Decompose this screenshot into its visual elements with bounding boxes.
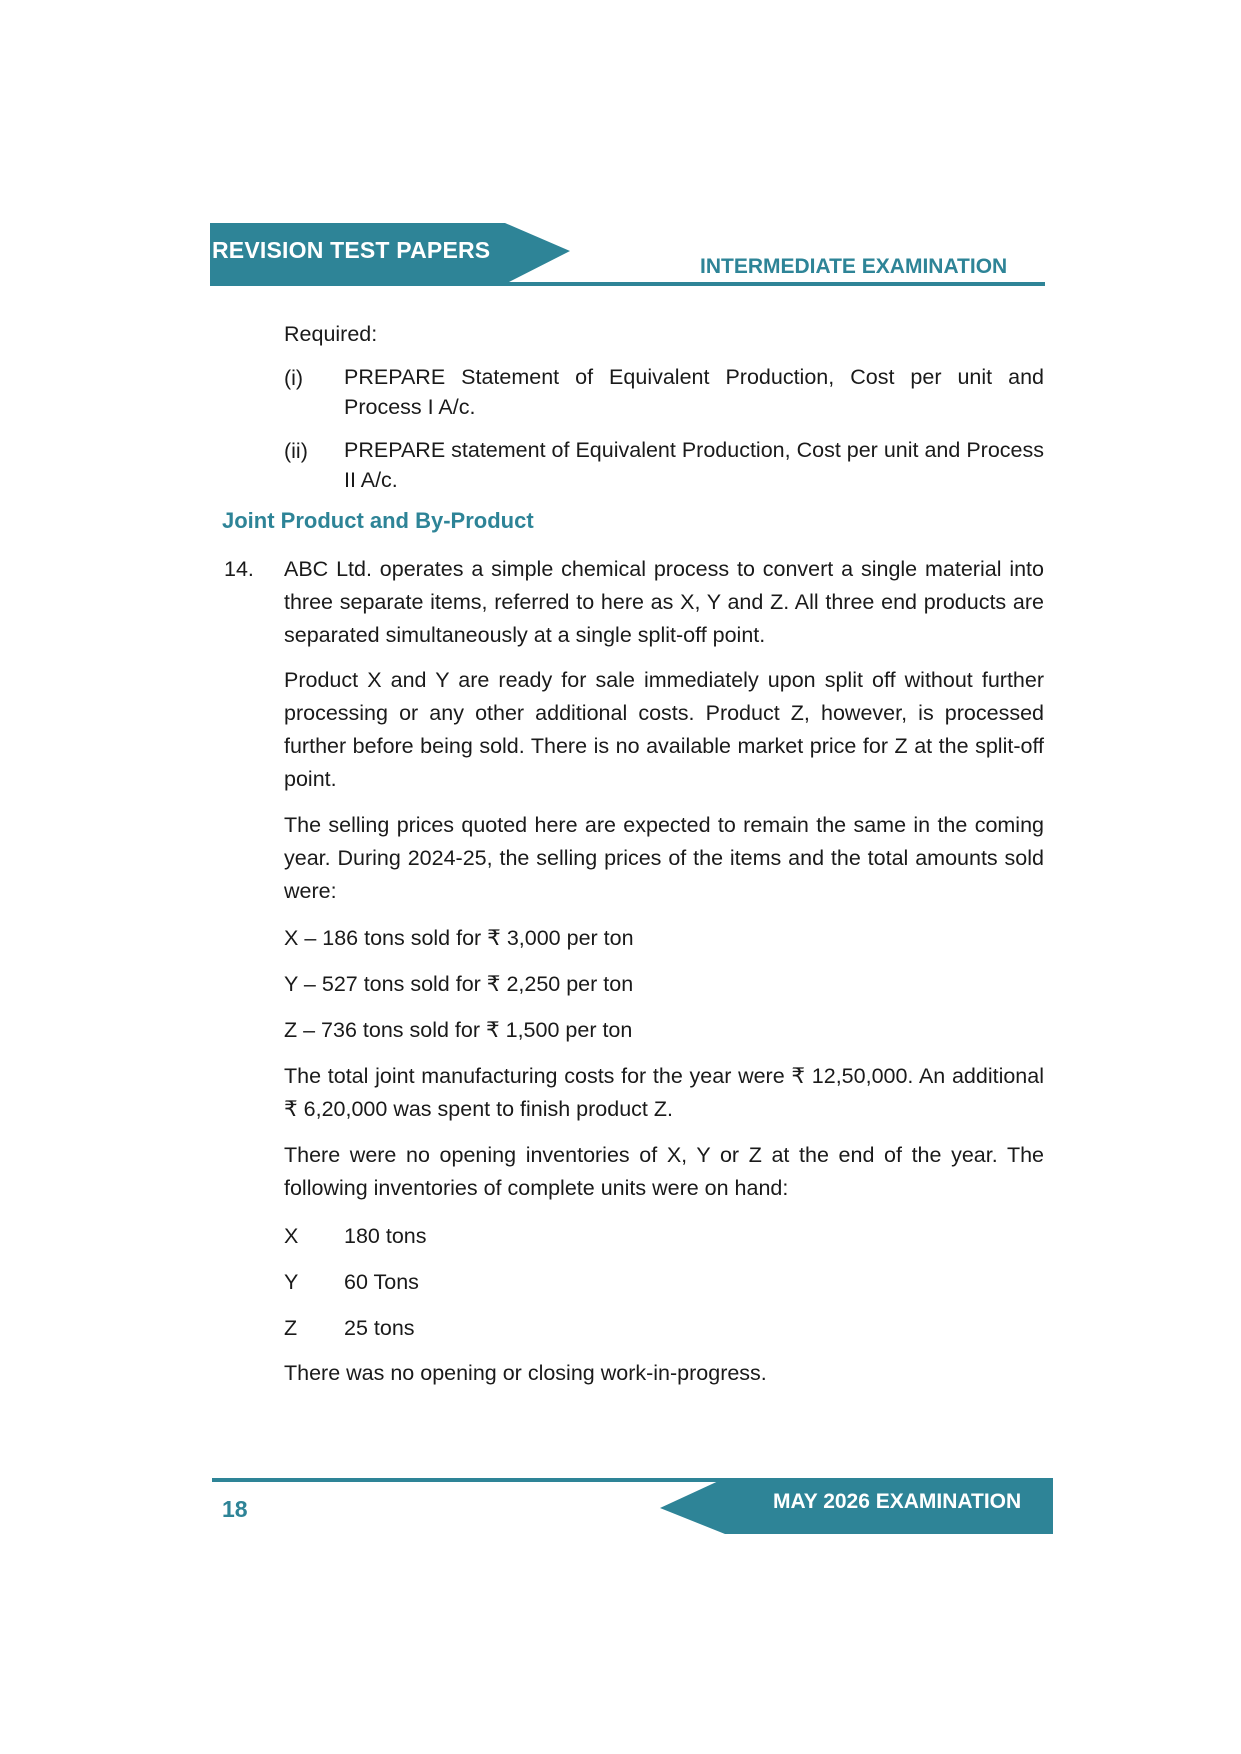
inventory-qty: 25 tons <box>344 1316 415 1340</box>
required-label: Required: <box>284 322 378 346</box>
question-paragraph: ABC Ltd. operates a simple chemical process to convert a single material into three separate items, referred to here as X, Y and Z. All three end products are separated simultaneously at a single split-off point. <box>284 557 1044 647</box>
header-exam-title: INTERMEDIATE EXAMINATION <box>700 255 1008 278</box>
required-item-number: (ii) <box>284 439 308 463</box>
required-item-text: PREPARE statement of Equivalent Production, Cost per unit and Process II A/c. <box>344 438 1044 492</box>
inventory-item: Y <box>284 1270 299 1294</box>
required-item-number: (i) <box>284 366 304 390</box>
inventory-qty: 180 tons <box>344 1224 427 1248</box>
question-paragraph: There were no opening inventories of X, Y or Z at the end of the year. The following inventories of complete units were on hand: <box>284 1143 1044 1200</box>
sales-line: Z – 736 tons sold for ₹ 1,500 per ton <box>284 1018 633 1042</box>
sales-line: X – 186 tons sold for ₹ 3,000 per ton <box>284 926 634 950</box>
header-rule <box>210 282 1045 286</box>
inventory-qty: 60 Tons <box>344 1270 419 1294</box>
question-paragraph: There was no opening or closing work-in-progress. <box>284 1361 767 1385</box>
footer-exam-label: MAY 2026 EXAMINATION <box>773 1490 1022 1513</box>
question-paragraph: The total joint manufacturing costs for the year were ₹ 12,50,000. An additional ₹ 6,20,000 was spent to finish product Z. <box>284 1064 1044 1121</box>
inventory-item: Z <box>284 1316 298 1340</box>
sales-line: Y – 527 tons sold for ₹ 2,250 per ton <box>284 972 634 996</box>
question-paragraph: The selling prices quoted here are expected to remain the same in the coming year. During 2024-25, the selling prices of the items and the total amounts sold were: <box>284 813 1044 903</box>
header-banner-title: REVISION TEST PAPERS <box>212 237 491 263</box>
inventory-item: X <box>284 1224 299 1248</box>
section-heading: Joint Product and By-Product <box>222 508 534 533</box>
question-number: 14. <box>224 557 254 581</box>
required-item-text: PREPARE Statement of Equivalent Production, Cost per unit and Process I A/c. <box>344 365 1044 419</box>
question-paragraph: Product X and Y are ready for sale immediately upon split off without further processing or any other additional costs. Product Z, however, is processed further before being sold. There is no available market price for Z at the split-off point. <box>284 668 1044 791</box>
page-number: 18 <box>222 1496 248 1522</box>
